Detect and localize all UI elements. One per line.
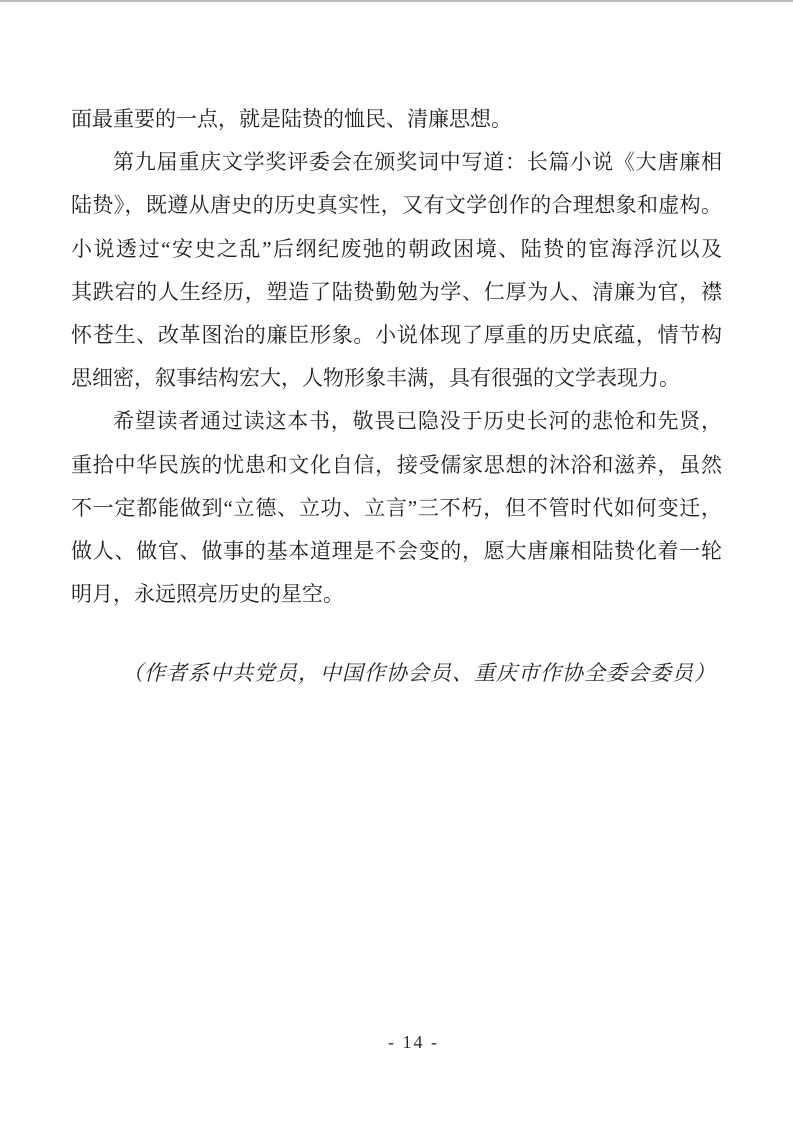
text-line: 做人、做官、做事的基本道理是不会变的，愿大唐廉相陆贽化着一轮 [71,539,722,564]
text-line: 思细密，叙事结构宏大，人物形象丰满，具有很强的文学表现力。 [71,366,680,391]
page-number: - 14 - [388,1032,439,1052]
text-line: 陆贽》，既遵从唐史的历史真实性，又有文学创作的合理想象和虚构。 [71,193,722,218]
text-line: 不一定都能做到“立德、立功、立言”三不朽，但不管时代如何变迁， [71,495,722,520]
text-line: 重拾中华民族的忧患和文化自信，接受儒家思想的沐浴和滋养，虽然 [71,452,722,477]
text-line: 第九届重庆文学奖评委会在颁奖词中写道：长篇小说《大唐廉相 [113,150,722,175]
text-line: 明月，永远照亮历史的星空。 [71,582,344,607]
text-line: 希望读者通过读这本书，敬畏已隐没于历史长河的悲怆和先贤， [113,409,722,434]
document-body [71,98,722,616]
author-attribution: （作者系中共党员，中国作协会员、重庆市作协全委会委员） [122,661,716,685]
text-line: 其跌宕的人生经历，塑造了陆贽勤勉为学、仁厚为人、清廉为官，襟 [71,279,722,304]
text-line: 小说透过“安史之乱”后纲纪废弛的朝政困境、陆贽的宦海浮沉以及 [71,236,722,261]
text-line: 怀苍生、改革图治的廉臣形象。小说体现了厚重的历史底蕴，情节构 [71,323,722,348]
text-line: 面最重要的一点，就是陆贽的恤民、清廉思想。 [71,107,512,131]
page-footer [0,1032,793,1053]
paragraph-lines [71,98,722,616]
